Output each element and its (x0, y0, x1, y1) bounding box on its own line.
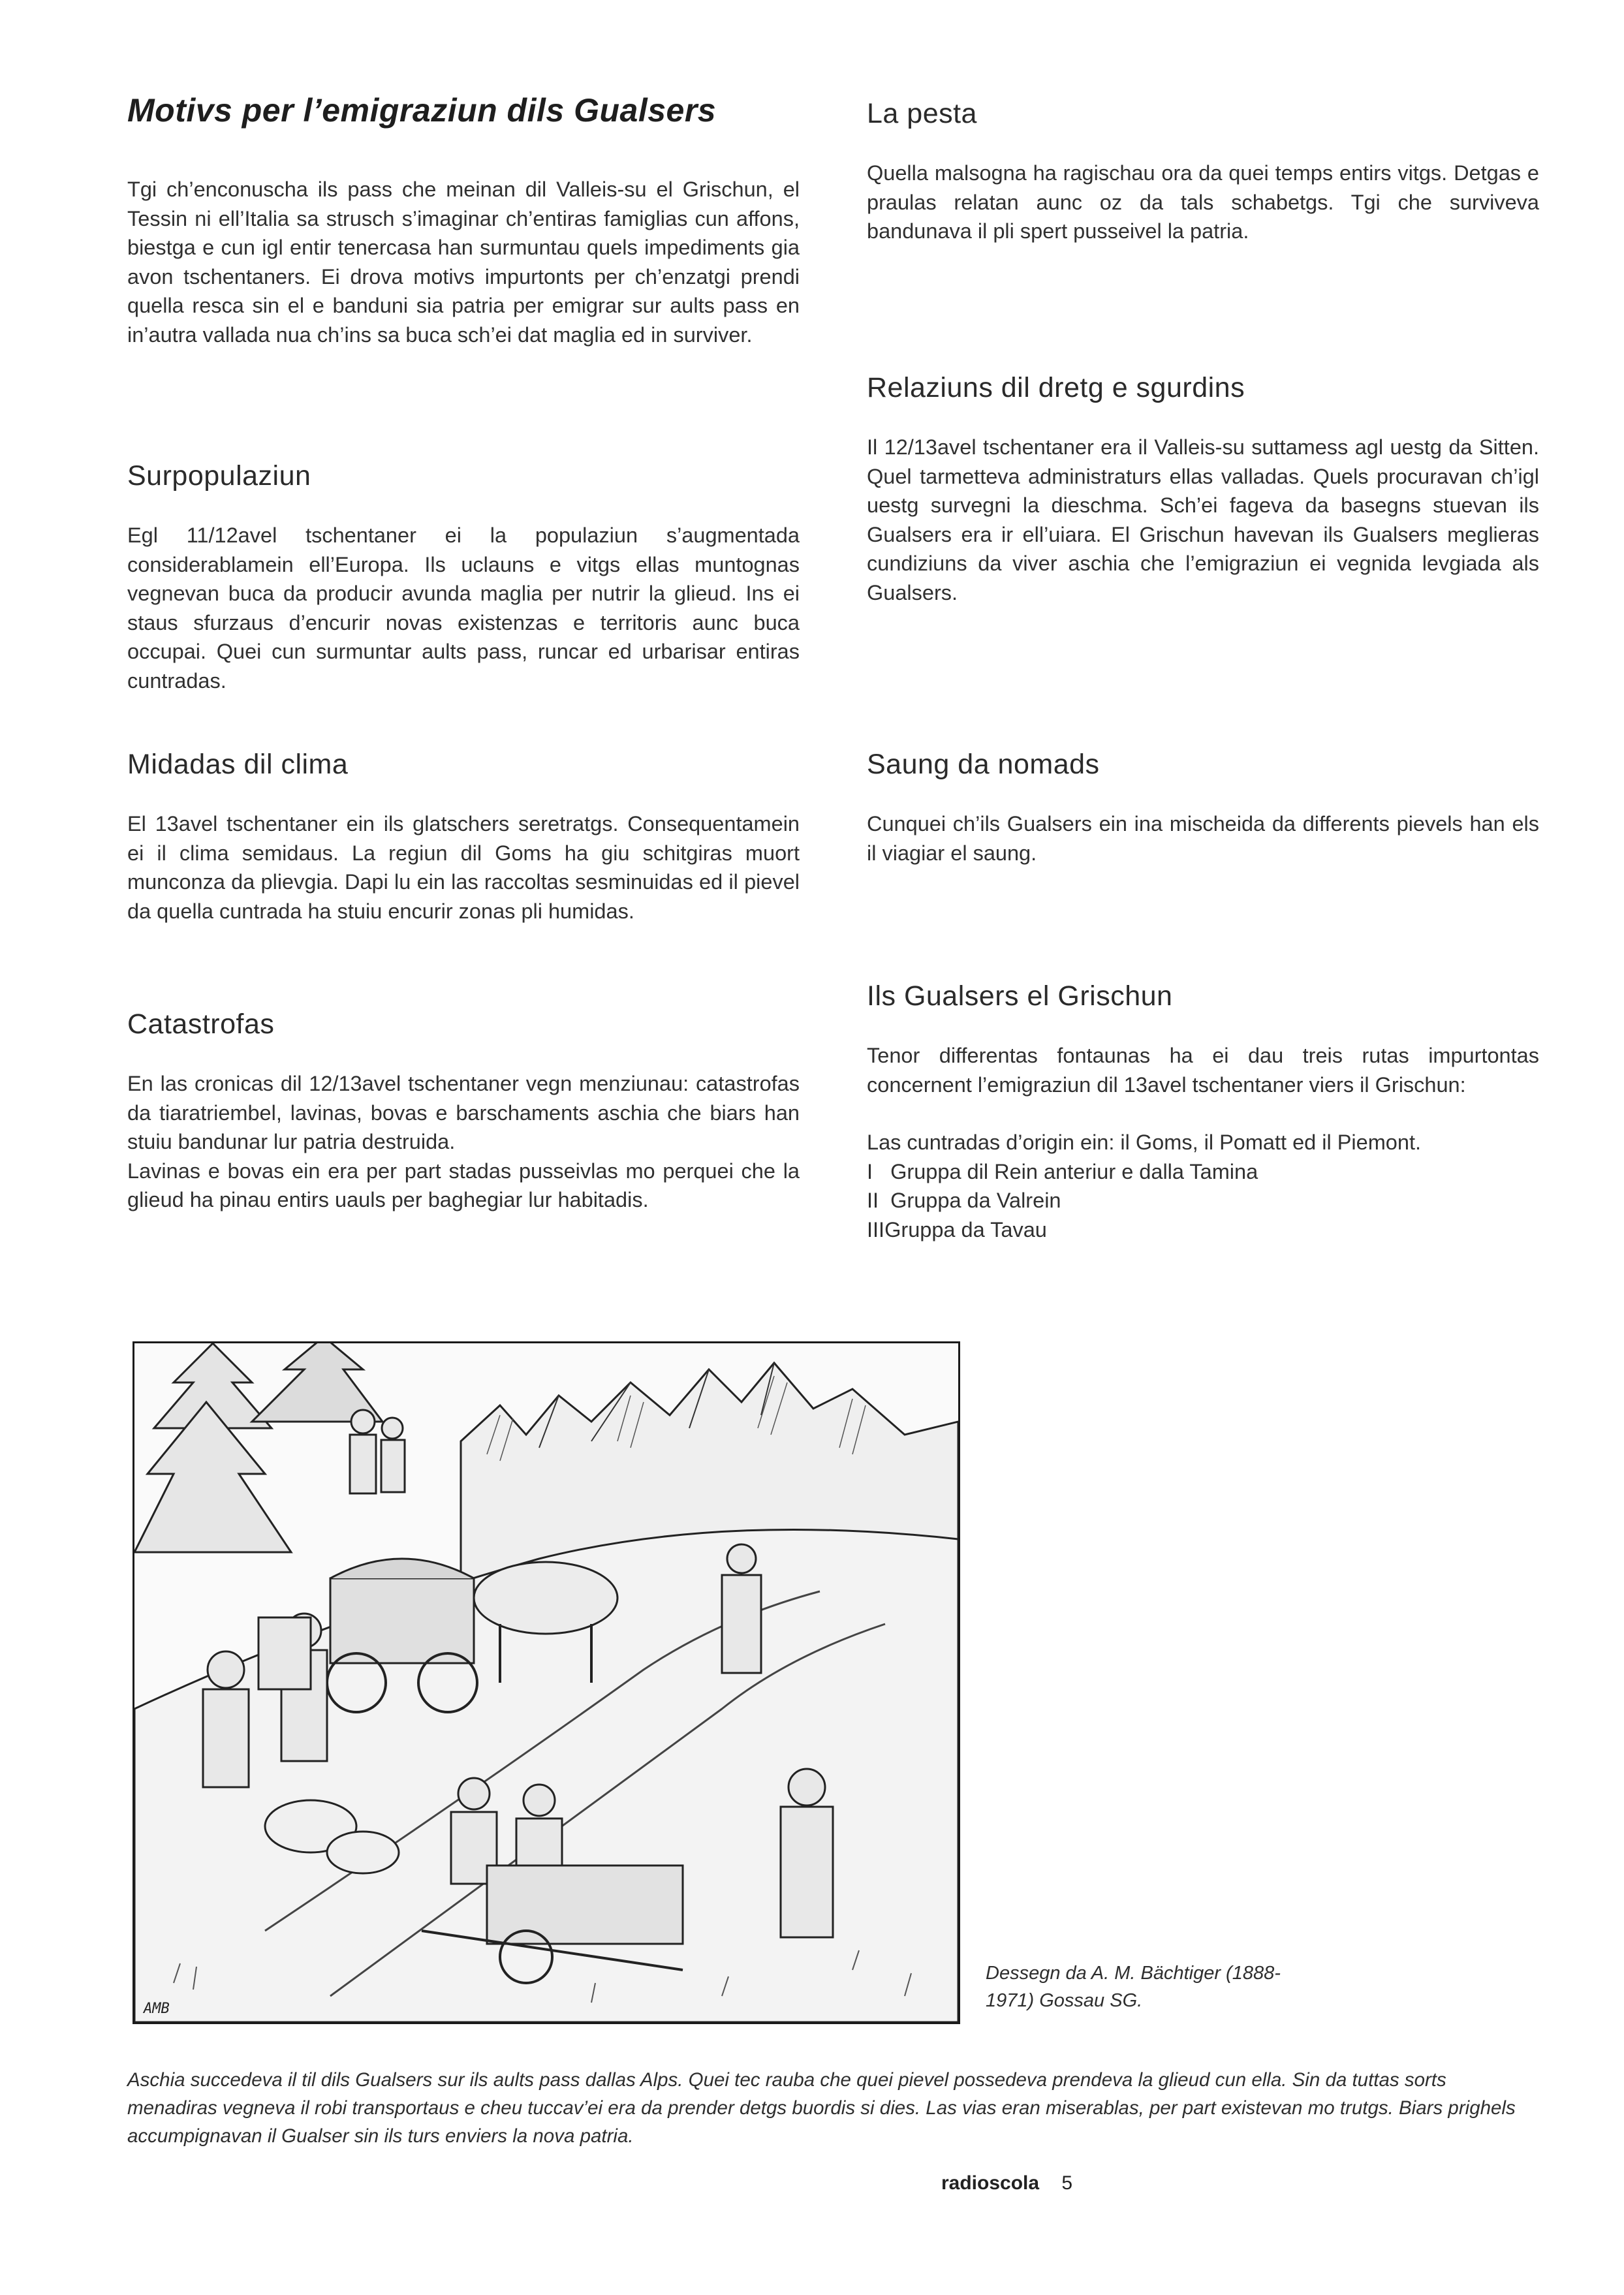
page-title: Motivs per l’emigraziun dils Gualsers (127, 92, 717, 129)
page-number: 5 (1061, 2172, 1073, 2194)
intro-section (127, 175, 800, 349)
section-saung-da-nomads (867, 749, 1539, 867)
section-text: Cunquei ch’ils Gualsers ein ina mischeida da differents pievels han els il viagiar el saung. (867, 812, 1539, 865)
section-heading: Ils Gualsers el Grischun (867, 980, 1173, 1012)
section-catastrofas (127, 1008, 800, 1215)
section-text: El 13avel tschentaner ein ils glatschers seretratgs. Consequentamein ei il clima semidaus. La regiun dil Goms ha giu schitgiras muort munconza da plievgia. Dapi lu ein las raccoltas sesminuidas ed il pievel da quella cuntrada ha stuiu encurir zonas pli humidas. (127, 812, 800, 923)
section-surpopulaziun (127, 460, 800, 695)
section-midadas-dil-clima (127, 749, 800, 926)
section-la-pesta (867, 98, 1539, 246)
section-heading: Surpopulaziun (127, 460, 311, 492)
bottom-caption: Aschia succedeva il til dils Gualsers sur ils aults pass dallas Alps. Quei tec rauba che quei pievel possedeva prendeva la glieud cun ella. Sin da tuttas sorts menadiras vegneva il robi transportaus e cheu tuccav’ei era da prender detgs buordis si dies. Las vias eran miserablas, per part existevan mo trutgs. Biars prighels accumpignavan il Gualser sin ils turs enviers la nova patria. (127, 2069, 1516, 2147)
page-footer (941, 2172, 1072, 2194)
section-text-2: Lavinas e bovas ein era per part stadas pusseivlas mo perquei che la glieud ha pinau entirs uauls per baghegiar lur habitadis. (127, 1159, 800, 1211)
section-text: Egl 11/12avel tschentaner ei la populaziun s’augmentada considerablamein ell’Europa. Ils uclauns e vitgs ellas muntognas vegnevan buca da producir avunda maglia per nutrir la glieud. Ins ei staus sfurzaus d’encurir novas existenzas e territoris aunc buca occupai. Quei cun surmuntar aults pass, runcar ed urbarisar entiras cuntradas. (127, 523, 800, 693)
section-heading: Catastrofas (127, 1008, 275, 1040)
illustration-drawing (134, 1343, 958, 2022)
section-text: Il 12/13avel tschentaner era il Valleis-su suttamess agl uestg da Sitten. Quel tarmetteva administraturs ellas valladas. Quels procuravan ch’igl uestg survegni la dieschma. Sch’ei fageva da basegns stuevan ils Gualsers era ir ell’uiara. El Grischun havevan ils Gualsers meglieras cundiziuns da viver aschia che l’emigraziun ei vegnida levgiada als Gualsers. (867, 435, 1539, 604)
section-heading: Midadas dil clima (127, 749, 349, 780)
group-list-item: IIIGruppa da Tavau (867, 1217, 1047, 1241)
section-gualsers-el-grischun (867, 980, 1539, 1244)
group-list-item: I Gruppa dil Rein anteriur e dalla Tamina (867, 1159, 1258, 1183)
migration-illustration (133, 1341, 960, 2024)
section-text-2: Las cuntradas d’origin ein: il Goms, il Pomatt ed il Piemont. (867, 1131, 1421, 1154)
section-text: Quella malsogna ha ragischau ora da quei temps entirs vitgs. Detgas e praulas relatan aunc oz da tals schabetgs. Tgi che surviveva bandunava il pli spert pusseivel la patria. (867, 161, 1539, 243)
intro-text: Tgi ch’enconuscha ils pass che meinan dil Valleis-su el Grischun, el Tessin ni ell’Italia sa strusch s’imaginar ch’entiras famiglias cun affons, biestga e cun igl entir tenercasa han surmuntau quels impediments gia avon tschentaners. Ei drova motivs impurtonts per ch’enzatgi prendi quella resca sin el e banduni sia patria per emigrar sur aults pass en in’autra vallada nua ch’ins sa buca sch’ei dat maglia ed in surviver. (127, 178, 800, 347)
publication-name: radioscola (941, 2172, 1040, 2194)
section-heading: Relaziuns dil dretg e sgurdins (867, 372, 1245, 403)
illustration-credit: Dessegn da A. M. Bächtiger (1888-1971) Gossau SG. (986, 1963, 1281, 2011)
section-heading: Saung da nomads (867, 749, 1100, 780)
section-text: En las cronicas dil 12/13avel tschentaner vegn menziunau: catastrofas da tiaratriembel, lavinas, bovas e barschaments aschia che biars han stuiu bandunar lur patria destruida. (127, 1072, 800, 1153)
section-relaziuns (867, 372, 1539, 607)
illustration-signature: AMB (144, 2001, 170, 2017)
section-heading: La pesta (867, 98, 977, 129)
group-list-item: II Gruppa da Valrein (867, 1189, 1061, 1212)
section-text: Tenor differentas fontaunas ha ei dau treis rutas impurtontas concernent l’emigraziun dil 13avel tschentaner viers il Grischun: (867, 1044, 1539, 1097)
